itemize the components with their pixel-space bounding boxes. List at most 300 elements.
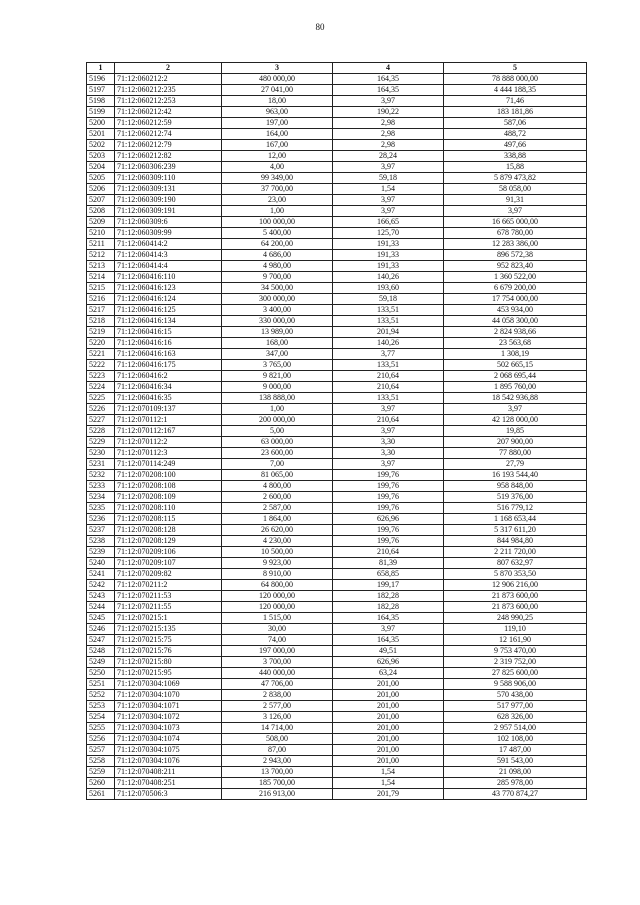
row-number: 5209 (87, 217, 115, 228)
table-row (87, 349, 587, 360)
rate-value: 140,26 (333, 338, 444, 349)
total-value: 17 487,00 (444, 745, 587, 756)
total-value: 4 444 188,35 (444, 85, 587, 96)
total-value: 1 168 653,44 (444, 514, 587, 525)
rate-value: 81,39 (333, 558, 444, 569)
row-number: 5196 (87, 74, 115, 85)
header-row (87, 63, 587, 74)
total-value: 9 588 906,00 (444, 679, 587, 690)
row-number: 5258 (87, 756, 115, 767)
table-row (87, 668, 587, 679)
total-value: 5 879 473,82 (444, 173, 587, 184)
area-value: 1 864,00 (222, 514, 333, 525)
total-value: 43 770 874,27 (444, 789, 587, 800)
table-row (87, 272, 587, 283)
table-row (87, 712, 587, 723)
row-number: 5220 (87, 338, 115, 349)
rate-value: 133,51 (333, 305, 444, 316)
cadastral-number: 71:12:070109:137 (115, 404, 222, 415)
cadastral-number: 71:12:060306:239 (115, 162, 222, 173)
table-row (87, 624, 587, 635)
cadastral-number: 71:12:070304:1075 (115, 745, 222, 756)
table-row (87, 250, 587, 261)
area-value: 4 980,00 (222, 261, 333, 272)
rate-value: 201,00 (333, 756, 444, 767)
row-number: 5205 (87, 173, 115, 184)
cadastral-number: 71:12:060212:74 (115, 129, 222, 140)
row-number: 5243 (87, 591, 115, 602)
total-value: 91,31 (444, 195, 587, 206)
cadastral-number: 71:12:070408:251 (115, 778, 222, 789)
row-number: 5254 (87, 712, 115, 723)
row-number: 5197 (87, 85, 115, 96)
area-value: 100 000,00 (222, 217, 333, 228)
area-value: 185 700,00 (222, 778, 333, 789)
table-row (87, 745, 587, 756)
total-value: 1 308,19 (444, 349, 587, 360)
table-row (87, 448, 587, 459)
row-number: 5225 (87, 393, 115, 404)
row-number: 5249 (87, 657, 115, 668)
area-value: 1 515,00 (222, 613, 333, 624)
total-value: 1 895 760,00 (444, 382, 587, 393)
cadastral-number: 71:12:070208:129 (115, 536, 222, 547)
cadastral-number: 71:12:070114:249 (115, 459, 222, 470)
rate-value: 626,96 (333, 514, 444, 525)
total-value: 21 098,00 (444, 767, 587, 778)
area-value: 9 923,00 (222, 558, 333, 569)
cadastral-number: 71:12:060309:190 (115, 195, 222, 206)
cadastral-number: 71:12:070304:1076 (115, 756, 222, 767)
rate-value: 28,24 (333, 151, 444, 162)
area-value: 18,00 (222, 96, 333, 107)
cadastral-number: 71:12:060212:42 (115, 107, 222, 118)
cadastral-number: 71:12:060212:59 (115, 118, 222, 129)
area-value: 167,00 (222, 140, 333, 151)
table-row (87, 162, 587, 173)
total-value: 453 934,00 (444, 305, 587, 316)
table-row (87, 195, 587, 206)
table-row (87, 261, 587, 272)
total-value: 517 977,00 (444, 701, 587, 712)
rate-value: 59,18 (333, 294, 444, 305)
row-number: 5227 (87, 415, 115, 426)
cadastral-number: 71:12:070304:1071 (115, 701, 222, 712)
total-value: 12 283 386,00 (444, 239, 587, 250)
table-row (87, 151, 587, 162)
area-value: 508,00 (222, 734, 333, 745)
total-value: 102 108,00 (444, 734, 587, 745)
total-value: 3,97 (444, 404, 587, 415)
rate-value: 199,76 (333, 470, 444, 481)
table-row (87, 173, 587, 184)
total-value: 18 542 936,88 (444, 393, 587, 404)
cadastral-number: 71:12:070208:115 (115, 514, 222, 525)
total-value: 9 753 470,00 (444, 646, 587, 657)
area-value: 4 800,00 (222, 481, 333, 492)
row-number: 5230 (87, 448, 115, 459)
cadastral-number: 71:12:070208:128 (115, 525, 222, 536)
table-row (87, 679, 587, 690)
rate-value: 3,97 (333, 624, 444, 635)
total-value: 628 326,00 (444, 712, 587, 723)
row-number: 5240 (87, 558, 115, 569)
area-value: 2 587,00 (222, 503, 333, 514)
area-value: 30,00 (222, 624, 333, 635)
area-value: 81 065,00 (222, 470, 333, 481)
total-value: 2 211 720,00 (444, 547, 587, 558)
rate-value: 191,33 (333, 250, 444, 261)
row-number: 5253 (87, 701, 115, 712)
row-number: 5206 (87, 184, 115, 195)
row-number: 5213 (87, 261, 115, 272)
rate-value: 201,00 (333, 745, 444, 756)
rate-value: 201,00 (333, 712, 444, 723)
cadastral-number: 71:12:070112:2 (115, 437, 222, 448)
cadastral-number: 71:12:060416:2 (115, 371, 222, 382)
cadastral-number: 71:12:070208:109 (115, 492, 222, 503)
cadastral-number: 71:12:070215:80 (115, 657, 222, 668)
area-value: 5,00 (222, 426, 333, 437)
table-row (87, 294, 587, 305)
area-value: 4 686,00 (222, 250, 333, 261)
area-value: 1,00 (222, 206, 333, 217)
total-value: 2 957 514,00 (444, 723, 587, 734)
rate-value: 2,98 (333, 129, 444, 140)
row-number: 5256 (87, 734, 115, 745)
row-number: 5223 (87, 371, 115, 382)
area-value: 164,00 (222, 129, 333, 140)
area-value: 10 500,00 (222, 547, 333, 558)
table-row (87, 646, 587, 657)
table-row (87, 118, 587, 129)
rate-value: 201,94 (333, 327, 444, 338)
total-value: 570 438,00 (444, 690, 587, 701)
cadastral-number: 71:12:070304:1070 (115, 690, 222, 701)
total-value: 27 825 600,00 (444, 668, 587, 679)
row-number: 5215 (87, 283, 115, 294)
table-row (87, 404, 587, 415)
rate-value: 210,64 (333, 371, 444, 382)
rate-value: 191,33 (333, 239, 444, 250)
table-row (87, 74, 587, 85)
area-value: 3 126,00 (222, 712, 333, 723)
total-value: 44 058 300,00 (444, 316, 587, 327)
cadastral-number: 71:12:060212:82 (115, 151, 222, 162)
area-value: 4,00 (222, 162, 333, 173)
area-value: 34 500,00 (222, 283, 333, 294)
area-value: 216 913,00 (222, 789, 333, 800)
table-row (87, 789, 587, 800)
table-row (87, 503, 587, 514)
rate-value: 201,00 (333, 690, 444, 701)
rate-value: 2,98 (333, 118, 444, 129)
table-row (87, 525, 587, 536)
area-value: 64 800,00 (222, 580, 333, 591)
area-value: 12,00 (222, 151, 333, 162)
rate-value: 199,17 (333, 580, 444, 591)
rate-value: 164,35 (333, 85, 444, 96)
rate-value: 199,76 (333, 481, 444, 492)
cadastral-number: 71:12:070304:1074 (115, 734, 222, 745)
row-number: 5214 (87, 272, 115, 283)
total-value: 119,10 (444, 624, 587, 635)
total-value: 21 873 600,00 (444, 602, 587, 613)
cadastral-number: 71:12:060416:123 (115, 283, 222, 294)
cadastral-number: 71:12:060414:2 (115, 239, 222, 250)
cadastral-number: 71:12:070211:53 (115, 591, 222, 602)
cadastral-number: 71:12:060416:110 (115, 272, 222, 283)
area-value: 300 000,00 (222, 294, 333, 305)
row-number: 5217 (87, 305, 115, 316)
total-value: 78 888 000,00 (444, 74, 587, 85)
total-value: 488,72 (444, 129, 587, 140)
area-value: 9 821,00 (222, 371, 333, 382)
cadastral-number: 71:12:060309:6 (115, 217, 222, 228)
area-value: 63 000,00 (222, 437, 333, 448)
rate-value: 125,70 (333, 228, 444, 239)
area-value: 64 200,00 (222, 239, 333, 250)
area-value: 2 600,00 (222, 492, 333, 503)
row-number: 5252 (87, 690, 115, 701)
row-number: 5239 (87, 547, 115, 558)
total-value: 6 679 200,00 (444, 283, 587, 294)
table-row (87, 107, 587, 118)
total-value: 5 317 611,20 (444, 525, 587, 536)
page-number: 80 (315, 22, 325, 32)
table-row (87, 85, 587, 96)
rate-value: 133,51 (333, 360, 444, 371)
row-number: 5207 (87, 195, 115, 206)
total-value: 77 880,00 (444, 448, 587, 459)
rate-value: 210,64 (333, 547, 444, 558)
cadastral-number: 71:12:060416:163 (115, 349, 222, 360)
table-row (87, 690, 587, 701)
cadastral-number: 71:12:060416:134 (115, 316, 222, 327)
rate-value: 1,54 (333, 778, 444, 789)
column-header-5: 5 (444, 63, 587, 74)
row-number: 5251 (87, 679, 115, 690)
area-value: 47 706,00 (222, 679, 333, 690)
rate-value: 658,85 (333, 569, 444, 580)
rate-value: 201,79 (333, 789, 444, 800)
cadastral-number: 71:12:060416:125 (115, 305, 222, 316)
row-number: 5231 (87, 459, 115, 470)
cadastral-number: 71:12:070215:95 (115, 668, 222, 679)
table-row (87, 140, 587, 151)
rate-value: 201,00 (333, 723, 444, 734)
area-value: 37 700,00 (222, 184, 333, 195)
table-row (87, 371, 587, 382)
table-row (87, 426, 587, 437)
area-value: 138 888,00 (222, 393, 333, 404)
row-number: 5260 (87, 778, 115, 789)
table-row (87, 382, 587, 393)
row-number: 5237 (87, 525, 115, 536)
total-value: 2 824 938,66 (444, 327, 587, 338)
table-row (87, 316, 587, 327)
table-row (87, 657, 587, 668)
cadastral-number: 71:12:070112:3 (115, 448, 222, 459)
cadastral-number: 71:12:070208:100 (115, 470, 222, 481)
cadastral-number: 71:12:060414:4 (115, 261, 222, 272)
ledger-table-container (86, 62, 587, 800)
column-header-2: 2 (115, 63, 222, 74)
row-number: 5221 (87, 349, 115, 360)
area-value: 2 943,00 (222, 756, 333, 767)
row-number: 5241 (87, 569, 115, 580)
area-value: 963,00 (222, 107, 333, 118)
area-value: 1,00 (222, 404, 333, 415)
row-number: 5236 (87, 514, 115, 525)
cadastral-number: 71:12:060212:235 (115, 85, 222, 96)
cadastral-number: 71:12:060416:35 (115, 393, 222, 404)
table-row (87, 470, 587, 481)
total-value: 3,97 (444, 206, 587, 217)
total-value: 844 984,80 (444, 536, 587, 547)
rate-value: 199,76 (333, 492, 444, 503)
area-value: 200 000,00 (222, 415, 333, 426)
column-header-4: 4 (333, 63, 444, 74)
rate-value: 201,00 (333, 679, 444, 690)
row-number: 5208 (87, 206, 115, 217)
table-row (87, 734, 587, 745)
row-number: 5244 (87, 602, 115, 613)
row-number: 5228 (87, 426, 115, 437)
cadastral-number: 71:12:070304:1072 (115, 712, 222, 723)
total-value: 2 068 695,44 (444, 371, 587, 382)
row-number: 5198 (87, 96, 115, 107)
cadastral-number: 71:12:070208:108 (115, 481, 222, 492)
total-value: 502 665,15 (444, 360, 587, 371)
rate-value: 63,24 (333, 668, 444, 679)
cadastral-number: 71:12:070112:167 (115, 426, 222, 437)
table-header (87, 63, 587, 74)
row-number: 5248 (87, 646, 115, 657)
rate-value: 164,35 (333, 613, 444, 624)
area-value: 197,00 (222, 118, 333, 129)
row-number: 5245 (87, 613, 115, 624)
area-value: 87,00 (222, 745, 333, 756)
total-value: 338,88 (444, 151, 587, 162)
area-value: 3 700,00 (222, 657, 333, 668)
row-number: 5261 (87, 789, 115, 800)
row-number: 5233 (87, 481, 115, 492)
area-value: 7,00 (222, 459, 333, 470)
cadastral-number: 71:12:060309:131 (115, 184, 222, 195)
table-row (87, 580, 587, 591)
rate-value: 190,22 (333, 107, 444, 118)
table-body (87, 74, 587, 800)
total-value: 587,06 (444, 118, 587, 129)
rate-value: 3,97 (333, 426, 444, 437)
row-number: 5216 (87, 294, 115, 305)
row-number: 5199 (87, 107, 115, 118)
rate-value: 166,65 (333, 217, 444, 228)
total-value: 71,46 (444, 96, 587, 107)
rate-value: 1,54 (333, 767, 444, 778)
cadastral-number: 71:12:060416:175 (115, 360, 222, 371)
table-row (87, 723, 587, 734)
row-number: 5246 (87, 624, 115, 635)
cadastral-number: 71:12:070304:1073 (115, 723, 222, 734)
total-value: 58 058,00 (444, 184, 587, 195)
cadastral-number: 71:12:070215:76 (115, 646, 222, 657)
rate-value: 3,97 (333, 195, 444, 206)
cadastral-number: 71:12:070506:3 (115, 789, 222, 800)
table-row (87, 360, 587, 371)
rate-value: 164,35 (333, 74, 444, 85)
rate-value: 3,97 (333, 459, 444, 470)
cadastral-number: 71:12:070215:1 (115, 613, 222, 624)
total-value: 16 665 000,00 (444, 217, 587, 228)
cadastral-number: 71:12:060416:124 (115, 294, 222, 305)
rate-value: 626,96 (333, 657, 444, 668)
total-value: 516 779,12 (444, 503, 587, 514)
total-value: 285 978,00 (444, 778, 587, 789)
cadastral-number: 71:12:060309:110 (115, 173, 222, 184)
rate-value: 3,97 (333, 206, 444, 217)
total-value: 807 632,97 (444, 558, 587, 569)
total-value: 896 572,38 (444, 250, 587, 261)
cadastral-number: 71:12:060416:34 (115, 382, 222, 393)
table-row (87, 228, 587, 239)
table-row (87, 283, 587, 294)
table-row (87, 514, 587, 525)
cadastral-number: 71:12:070112:1 (115, 415, 222, 426)
column-header-1: 1 (87, 63, 115, 74)
rate-value: 2,98 (333, 140, 444, 151)
table-row (87, 393, 587, 404)
total-value: 519 376,00 (444, 492, 587, 503)
total-value: 19,85 (444, 426, 587, 437)
total-value: 591 543,00 (444, 756, 587, 767)
rate-value: 140,26 (333, 272, 444, 283)
rate-value: 3,30 (333, 437, 444, 448)
column-header-3: 3 (222, 63, 333, 74)
rate-value: 3,97 (333, 96, 444, 107)
area-value: 14 714,00 (222, 723, 333, 734)
area-value: 2 577,00 (222, 701, 333, 712)
ledger-table (86, 62, 587, 800)
area-value: 26 620,00 (222, 525, 333, 536)
rate-value: 133,51 (333, 393, 444, 404)
area-value: 120 000,00 (222, 591, 333, 602)
total-value: 5 870 353,50 (444, 569, 587, 580)
area-value: 5 400,00 (222, 228, 333, 239)
cadastral-number: 71:12:070209:106 (115, 547, 222, 558)
row-number: 5259 (87, 767, 115, 778)
cadastral-number: 71:12:060414:3 (115, 250, 222, 261)
rate-value: 3,77 (333, 349, 444, 360)
rate-value: 210,64 (333, 382, 444, 393)
area-value: 120 000,00 (222, 602, 333, 613)
total-value: 12 906 216,00 (444, 580, 587, 591)
total-value: 16 193 544,40 (444, 470, 587, 481)
total-value: 248 990,25 (444, 613, 587, 624)
row-number: 5224 (87, 382, 115, 393)
rate-value: 133,51 (333, 316, 444, 327)
total-value: 23 563,68 (444, 338, 587, 349)
row-number: 5257 (87, 745, 115, 756)
table-row (87, 415, 587, 426)
cadastral-number: 71:12:070304:1069 (115, 679, 222, 690)
area-value: 4 230,00 (222, 536, 333, 547)
row-number: 5219 (87, 327, 115, 338)
cadastral-number: 71:12:070211:55 (115, 602, 222, 613)
total-value: 1 360 522,00 (444, 272, 587, 283)
row-number: 5211 (87, 239, 115, 250)
